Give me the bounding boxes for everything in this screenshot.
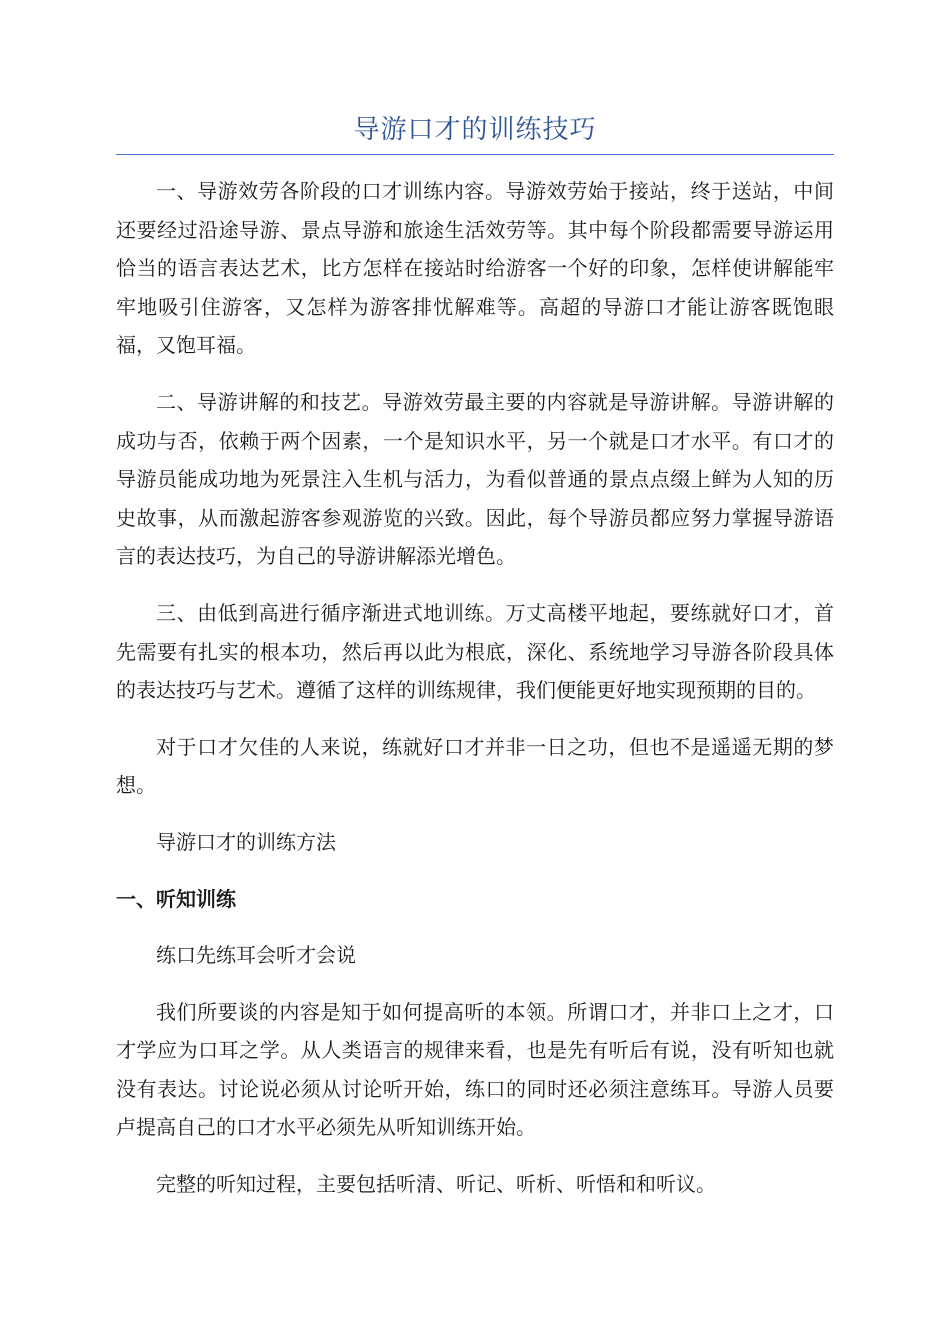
body-paragraph: 完整的听知过程，主要包括听清、听记、听析、听悟和和听议。 bbox=[156, 1172, 716, 1197]
section-heading: 一、听知训练 bbox=[116, 886, 236, 911]
document-body bbox=[116, 172, 834, 1222]
document-title: 导游口才的训练技巧 bbox=[353, 115, 597, 145]
title-underline bbox=[116, 154, 834, 155]
body-paragraph: 我们所要谈的内容是知于如何提高听的本领。所谓口才，并非口上之才，口才学应为口耳之学。从人类语言的规律来看，也是先有听后有说，没有听知也就没有表达。讨论说必须从讨论听开始，练口的同时还必须注意练耳。导游人员要卢提高自己的口才水平必须先从听知训练开始。 bbox=[116, 999, 834, 1140]
body-paragraph: 对于口才欠佳的人来说，练就好口才并非一日之功，但也不是遥遥无期的梦想。 bbox=[116, 734, 834, 798]
body-paragraph: 二、导游讲解的和技艺。导游效劳最主要的内容就是导游讲解。导游讲解的成功与否，依赖于两个因素，一个是知识水平，另一个就是口才水平。有口才的导游员能成功地为死景注入生机与活力，为看似普通的景点点缀上鲜为人知的历史故事，从而激起游客参观游览的兴致。因此，每个导游员都应努力掌握导游语言的表达技巧，为自己的导游讲解添光增色。 bbox=[116, 389, 834, 569]
body-paragraph: 一、导游效劳各阶段的口才训练内容。导游效劳始于接站，终于送站，中间还要经过沿途导游、景点导游和旅途生活效劳等。其中每个阶段都需要导游运用恰当的语言表达艺术，比方怎样在接站时给游客一个好的印象，怎样使讲解能牢牢地吸引住游客，又怎样为游客排忧解难等。高超的导游口才能让游客既饱眼福，又饱耳福。 bbox=[116, 179, 834, 358]
body-paragraph: 三、由低到高进行循序渐进式地训练。万丈高楼平地起，要练就好口才，首先需要有扎实的根本功，然后再以此为根底，深化、系统地学习导游各阶段具体的表达技巧与艺术。遵循了这样的训练规律，我们便能更好地实现预期的目的。 bbox=[116, 600, 834, 703]
section-subtitle: 练口先练耳会听才会说 bbox=[156, 943, 356, 968]
subsection-label: 导游口才的训练方法 bbox=[156, 829, 336, 854]
